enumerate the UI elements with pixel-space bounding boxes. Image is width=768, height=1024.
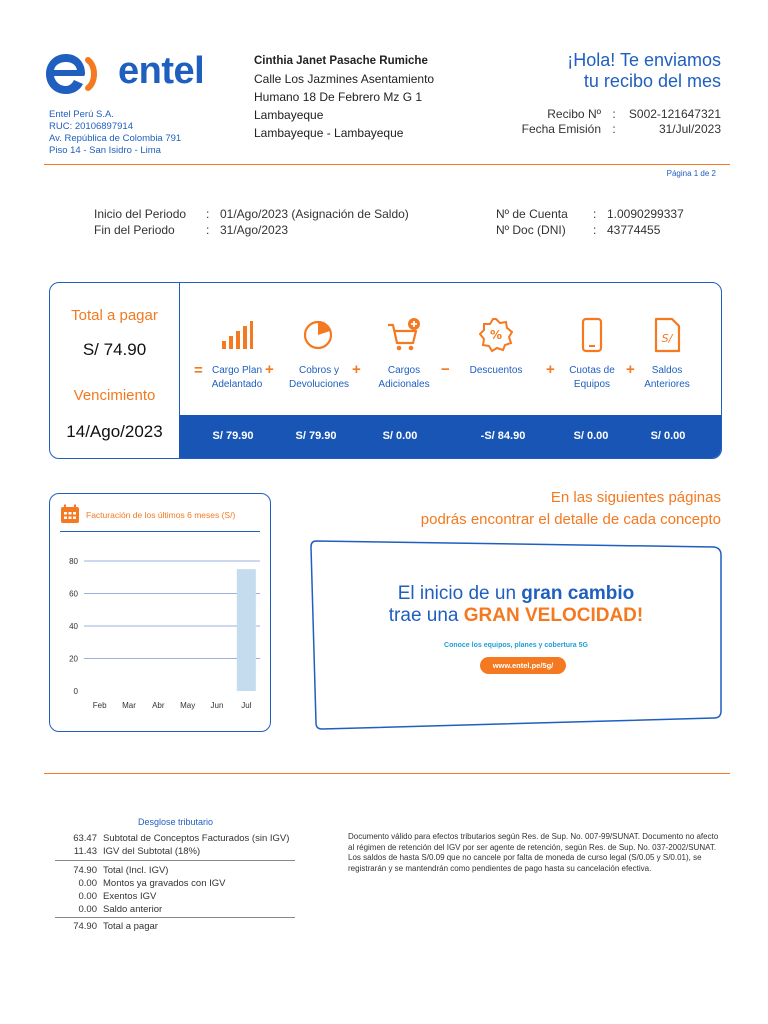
customer-address-line: Calle Los Jazmines Asentamiento: [254, 72, 435, 86]
tax-row: 74.90 Total a pagar: [73, 921, 158, 932]
entel-logo-icon: [44, 52, 102, 96]
legal-notice: Documento válido para efectos tributarios según Res. de Sup. No. 007-99/SUNAT. Documento no afecto al régimen de retención del IGV por ser agente de retención, según Res. de Sup. No. 037-2002/SUNAT. Los saldos de hasta S/0.09 que no cancele por falta de moneda de curso legal (S/0.05 y S/0.01), se registrarán y se mantendrán como pendientes de pago hasta su cancelación efectiva.: [348, 832, 719, 873]
additional-charges-column: Cargos Adicionales: [364, 317, 444, 392]
promo-link-button[interactable]: www.entel.pe/5g/: [480, 657, 566, 674]
x-tick-label: May: [180, 701, 196, 710]
chart-title: Facturación de los últimos 6 meses (S/): [86, 510, 236, 520]
brand-name: entel: [118, 50, 205, 92]
total-label: Total a pagar: [71, 307, 158, 324]
x-tick-label: Mar: [122, 701, 136, 710]
plus-operator: +: [265, 361, 274, 378]
svg-text:S/: S/: [661, 332, 673, 345]
bar: [237, 569, 256, 691]
promo-headline: El inicio de un gran cambio trae una GRAN VELOCIDAD!: [388, 583, 644, 626]
customer-address-line: Lambayeque: [254, 108, 324, 122]
x-tick-label: Feb: [92, 701, 107, 710]
due-label: Vencimiento: [73, 387, 156, 404]
y-tick-label: 40: [69, 622, 78, 631]
discounts-column: % Descuentos: [456, 317, 536, 378]
tax-divider: [55, 860, 295, 861]
tax-group-1: [55, 832, 295, 858]
tax-row: 11.43 IGV del Subtotal (18%): [73, 846, 201, 857]
greeting: ¡Hola! Te enviamos tu recibo del mes: [567, 50, 721, 91]
amount-previous-balance: S/ 0.00: [650, 430, 686, 442]
company-address: Av. República de Colombia 791: [49, 133, 182, 144]
company-ruc: RUC: 20106897914: [49, 121, 133, 132]
receipt-number-label: Recibo Nº: [547, 107, 601, 121]
section-divider: [44, 773, 730, 774]
charges-refunds-column: Cobros y Devoluciones: [279, 317, 359, 392]
receipt-date: 31/Jul/2023: [658, 122, 721, 136]
tax-breakdown-title: Desglose tributario: [138, 817, 214, 827]
amount-additional-charges: S/ 0.00: [382, 430, 418, 442]
account-info: Nº de Cuenta : 1.0090299337 Nº Doc (DNI) : 43774455: [496, 207, 684, 237]
promo-banner: [310, 537, 722, 731]
x-tick-label: Abr: [152, 701, 165, 710]
document-soles-icon: [650, 317, 684, 353]
page-indicator: Página 1 de 2: [666, 169, 716, 178]
customer-name: Cinthia Janet Pasache Rumiche: [254, 55, 428, 67]
next-pages-note: En las siguientes páginas podrás encontrar el detalle de cada concepto: [420, 489, 721, 528]
tax-row: 0.00 Exentos IGV: [78, 891, 157, 902]
header-divider: [44, 164, 730, 165]
percent-badge-icon: [479, 317, 513, 353]
equals-operator: =: [194, 362, 203, 379]
period-end: 31/Ago/2023: [220, 223, 289, 237]
tax-group-2: [55, 864, 295, 916]
cart-add-icon: [387, 317, 421, 353]
billing-history-card: [49, 493, 271, 732]
company-name: Entel Perú S.A.: [49, 109, 114, 120]
tax-row: 74.90 Total (Incl. IGV): [73, 865, 169, 876]
billing-chart: [50, 494, 272, 733]
total-panel: [50, 283, 180, 458]
y-tick-label: 60: [69, 589, 78, 599]
company-address-2: Piso 14 - San Isidro - Lima: [49, 145, 161, 156]
promo-subtitle: Conoce los equipos, planes y cobertura 5G: [444, 642, 588, 649]
amount-equipment: S/ 0.00: [573, 430, 609, 442]
receipt-number: S002-121647321: [628, 107, 721, 121]
x-tick-label: Jul: [241, 701, 252, 710]
period-info: Inicio del Periodo : 01/Ago/2023 (Asignación de Saldo) Fin del Periodo : 31/Ago/2023: [94, 207, 409, 237]
period-start: 01/Ago/2023 (Asignación de Saldo): [220, 207, 409, 221]
plus-operator: +: [546, 361, 555, 378]
customer-block: [254, 52, 434, 142]
pie-chart-icon: [302, 317, 336, 353]
tax-divider: [55, 917, 295, 918]
customer-address-line: Humano 18 De Febrero Mz G 1: [254, 90, 423, 104]
plus-operator: +: [352, 361, 361, 378]
account-number: 1.0090299337: [607, 207, 684, 221]
y-tick-label: 80: [69, 557, 78, 566]
equipment-installments-column: Cuotas de Equipos: [552, 317, 632, 392]
tax-row: 63.47 Subtotal de Conceptos Facturados (sin IGV): [73, 833, 290, 844]
doc-number: 43774455: [607, 223, 661, 237]
x-tick-label: Jun: [210, 701, 224, 710]
customer-address-line: Lambayeque - Lambayeque: [254, 126, 404, 140]
y-tick-label: 20: [69, 654, 78, 664]
total-amount: S/ 74.90: [82, 340, 147, 359]
receipt-info: Recibo Nº : S002-121647321 Fecha Emisión : 31/Jul/2023: [501, 107, 721, 137]
previous-balance-column: S/ Saldos Anteriores: [627, 317, 707, 392]
due-date: 14/Ago/2023: [66, 422, 163, 441]
signal-bars-icon: [220, 317, 254, 353]
receipt-date-label: Fecha Emisión: [521, 122, 601, 136]
tax-row: 0.00 Saldo anterior: [78, 904, 163, 915]
phone-icon: [575, 317, 609, 353]
amount-discounts: -S/ 84.90: [480, 430, 526, 442]
y-tick-label: 0: [73, 687, 78, 696]
charge-plan-column: Cargo Plan Adelantado: [197, 317, 277, 392]
svg-text:%: %: [489, 328, 503, 342]
minus-operator: −: [441, 361, 450, 378]
amount-charges-refunds: S/ 79.90: [295, 430, 337, 442]
amount-charge-plan: S/ 79.90: [212, 430, 254, 442]
company-info: [49, 109, 181, 157]
plus-operator: +: [626, 361, 635, 378]
payment-summary: [49, 282, 722, 459]
tax-row: 0.00 Montos ya gravados con IGV: [78, 878, 226, 889]
tax-group-3: [55, 920, 295, 933]
